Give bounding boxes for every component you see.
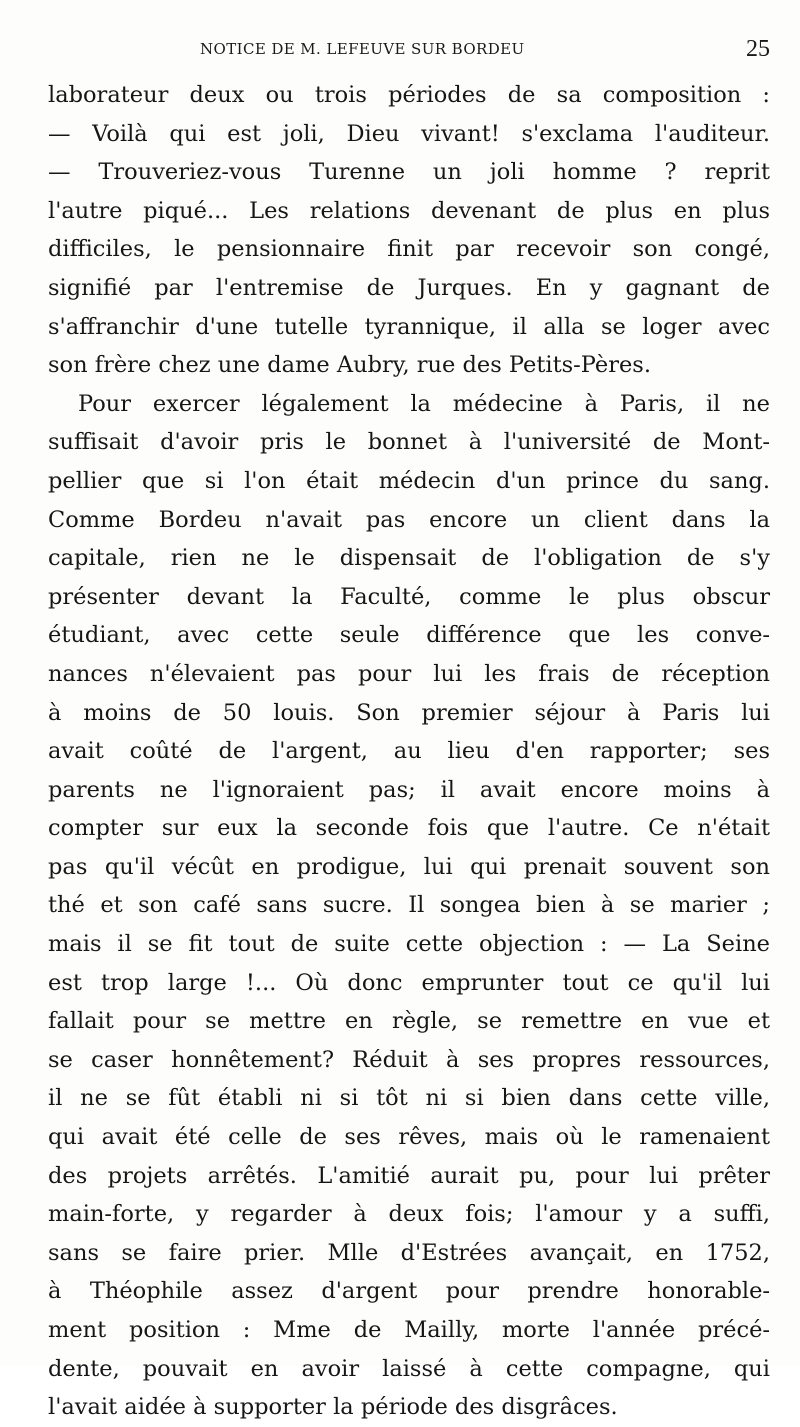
- text-line: Pour exercer légalement la médecine à Paris, il ne: [78, 390, 770, 417]
- text-line: suffisait d'avoir pris le bonnet à l'université de Mont-: [48, 429, 770, 456]
- running-head-title: NOTICE DE M. LEFEUVE SUR BORDEU: [200, 40, 525, 58]
- body-text: [48, 76, 770, 1427]
- text-line: compter sur eux la seconde fois que l'autre. Ce n'était: [48, 815, 770, 842]
- text-line: se caser honnêtement? Réduit à ses propres ressources,: [48, 1046, 770, 1073]
- text-line: — Voilà qui est joli, Dieu vivant! s'exclama l'auditeur.: [48, 120, 770, 147]
- text-line: est trop large !... Où donc emprunter tout ce qu'il lui: [48, 969, 770, 996]
- text-line: thé et son café sans sucre. Il songea bien à se marier ;: [48, 892, 770, 919]
- text-line: mais il se fit tout de suite cette objection : — La Seine: [48, 931, 770, 958]
- text-line: pellier que si l'on était médecin d'un prince du sang.: [48, 467, 770, 494]
- running-head: [48, 36, 770, 64]
- text-line: capitale, rien ne le dispensait de l'obligation de s'y: [48, 545, 770, 572]
- text-line: parents ne l'ignoraient pas; il avait encore moins à: [48, 776, 770, 803]
- text-line: étudiant, avec cette seule différence que les conve-: [48, 622, 770, 649]
- text-line: des projets arrêtés. L'amitié aurait pu, pour lui prêter: [48, 1162, 770, 1189]
- text-line: qui avait été celle de ses rêves, mais où le ramenaient: [48, 1124, 770, 1151]
- page-number: 25: [746, 36, 770, 62]
- text-line: l'avait aidée à supporter la période des disgrâces.: [48, 1394, 618, 1421]
- text-line: sans se faire prier. Mlle d'Estrées avançait, en 1752,: [48, 1239, 770, 1266]
- text-line: son frère chez une dame Aubry, rue des Petits-Pères.: [48, 352, 651, 379]
- text-line: présenter devant la Faculté, comme le plus obscur: [48, 583, 770, 610]
- text-line: avait coûté de l'argent, au lieu d'en rapporter; ses: [48, 738, 770, 765]
- text-line: Comme Bordeu n'avait pas encore un client dans la: [48, 506, 770, 533]
- text-line: à Théophile assez d'argent pour prendre honorable-: [48, 1278, 770, 1305]
- text-line: fallait pour se mettre en règle, se remettre en vue et: [48, 1008, 770, 1035]
- text-line: ment position : Mme de Mailly, morte l'année précé-: [48, 1317, 770, 1343]
- text-line: main-forte, y regarder à deux fois; l'amour y a suffi,: [48, 1201, 770, 1228]
- text-line: dente, pouvait en avoir laissé à cette compagne, qui: [48, 1355, 770, 1382]
- text-line: à moins de 50 louis. Son premier séjour à Paris lui: [48, 699, 770, 726]
- text-line: il ne se fût établi ni si tôt ni si bien dans cette ville,: [48, 1085, 770, 1112]
- text-line: pas qu'il vécût en prodigue, lui qui prenait souvent son: [48, 853, 770, 880]
- text-line: laborateur deux ou trois périodes de sa composition :: [48, 82, 770, 108]
- text-line: l'autre piqué... Les relations devenant de plus en plus: [48, 197, 770, 224]
- text-line: difficiles, le pensionnaire finit par recevoir son congé,: [48, 236, 770, 263]
- text-line: s'affranchir d'une tutelle tyrannique, il alla se loger avec: [48, 313, 770, 340]
- text-line: — Trouveriez-vous Turenne un joli homme ? reprit: [48, 159, 770, 186]
- text-line: signifié par l'entremise de Jurques. En y gagnant de: [48, 274, 770, 301]
- text-line: nances n'élevaient pas pour lui les frais de réception: [48, 660, 770, 687]
